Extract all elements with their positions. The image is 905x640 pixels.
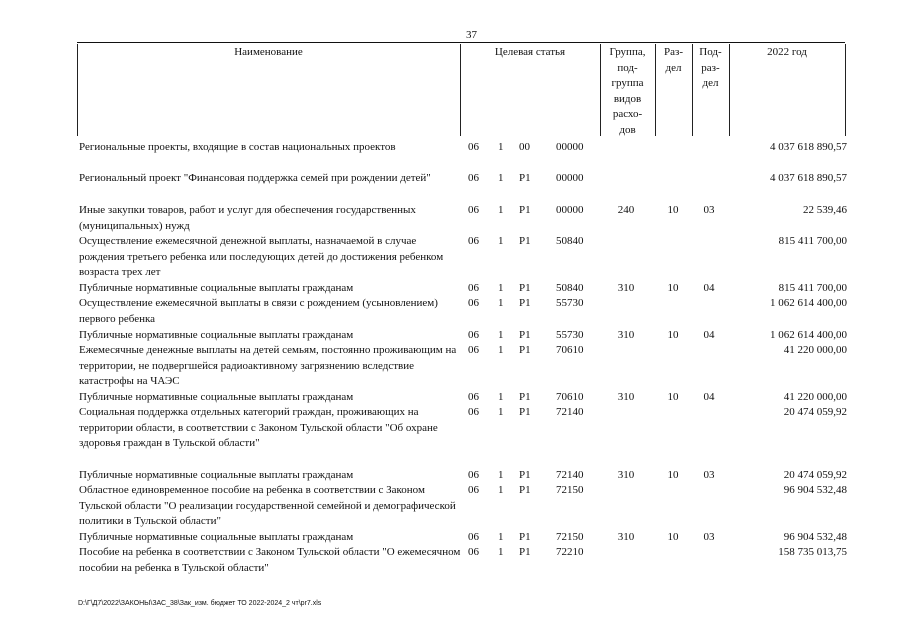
row-name: Областное единовременное пособие на ребенка в соответствии с Законом Тульской области "О реализации государственной семейной и демографической политики в Тульской области" bbox=[79, 484, 456, 527]
row-code-3: Р1 bbox=[519, 282, 531, 294]
row-code-3: Р1 bbox=[519, 391, 531, 403]
row-code-2: 1 bbox=[498, 297, 504, 309]
row-code-3: Р1 bbox=[519, 204, 531, 216]
row-code-2: 1 bbox=[498, 546, 504, 558]
row-section: 10 bbox=[667, 282, 679, 294]
header-group-line: группа bbox=[611, 77, 644, 89]
row-code-1: 06 bbox=[468, 329, 479, 341]
row-code-1: 06 bbox=[468, 282, 479, 294]
row-code-4: 00000 bbox=[556, 141, 584, 153]
row-group: 310 bbox=[617, 469, 635, 481]
row-code-1: 06 bbox=[468, 297, 479, 309]
row-code-2: 1 bbox=[498, 235, 504, 247]
row-section: 10 bbox=[667, 329, 679, 341]
row-name: Пособие на ребенка в соответствии с Законом Тульской области "О ежемесячном пособии на ребенка в Тульской области" bbox=[79, 546, 461, 574]
row-code-1: 06 bbox=[468, 235, 479, 247]
row-amount: 4 037 618 890,57 bbox=[770, 141, 847, 153]
row-name: Публичные нормативные социальные выплаты гражданам bbox=[79, 469, 354, 481]
row-amount: 815 411 700,00 bbox=[778, 282, 847, 294]
row-name: Иные закупки товаров, работ и услуг для обеспечения государственных (муниципальных) нужд bbox=[79, 204, 416, 232]
header-subsection-line: раз- bbox=[701, 61, 720, 74]
row-code-4: 70610 bbox=[556, 391, 584, 403]
header-target: Целевая статья bbox=[494, 46, 566, 58]
row-code-4: 50840 bbox=[556, 235, 584, 247]
row-section: 10 bbox=[667, 391, 679, 403]
row-code-2: 1 bbox=[498, 204, 504, 216]
row-code-1: 06 bbox=[468, 344, 479, 356]
row-amount: 41 220 000,00 bbox=[783, 391, 847, 403]
row-code-2: 1 bbox=[498, 484, 504, 496]
row-code-4: 55730 bbox=[556, 297, 584, 309]
row-name: Публичные нормативные социальные выплаты гражданам bbox=[79, 391, 354, 403]
row-subsection: 04 bbox=[703, 391, 715, 403]
row-code-1: 06 bbox=[468, 469, 479, 481]
row-code-2: 1 bbox=[498, 329, 504, 341]
row-code-1: 06 bbox=[468, 406, 479, 418]
row-group: 310 bbox=[617, 282, 635, 294]
header-top-border bbox=[77, 42, 845, 43]
row-code-2: 1 bbox=[498, 406, 504, 418]
row-code-4: 50840 bbox=[556, 282, 584, 294]
row-code-3: Р1 bbox=[519, 406, 531, 418]
row-group: 310 bbox=[617, 531, 635, 543]
row-code-1: 06 bbox=[468, 141, 479, 153]
row-subsection: 04 bbox=[703, 282, 715, 294]
header-subsection-line: дел bbox=[702, 77, 719, 89]
row-code-2: 1 bbox=[498, 172, 504, 184]
row-code-4: 00000 bbox=[556, 172, 584, 184]
header-group-line: видов bbox=[613, 92, 642, 105]
row-name: Региональные проекты, входящие в состав национальных проектов bbox=[79, 141, 396, 153]
row-code-3: Р1 bbox=[519, 344, 531, 356]
row-code-3: Р1 bbox=[519, 531, 531, 543]
row-code-4: 72140 bbox=[556, 469, 584, 481]
row-code-3: Р1 bbox=[519, 469, 531, 481]
row-amount: 1 062 614 400,00 bbox=[770, 297, 847, 309]
row-group: 310 bbox=[617, 329, 635, 341]
row-code-3: Р1 bbox=[519, 546, 531, 558]
row-code-2: 1 bbox=[498, 469, 504, 481]
row-group: 240 bbox=[617, 204, 635, 216]
row-code-2: 1 bbox=[498, 391, 504, 403]
row-name: Осуществление ежемесячной выплаты в связи с рождением (усыновлением) первого ребенка bbox=[79, 297, 438, 325]
header-group-line: дов bbox=[619, 123, 636, 136]
row-name: Публичные нормативные социальные выплаты гражданам bbox=[79, 531, 354, 543]
row-subsection: 04 bbox=[703, 329, 715, 341]
row-code-4: 00000 bbox=[556, 204, 584, 216]
row-code-4: 70610 bbox=[556, 344, 584, 356]
row-section: 10 bbox=[667, 204, 679, 216]
row-code-3: Р1 bbox=[519, 235, 531, 247]
row-amount: 20 474 059,92 bbox=[783, 406, 847, 418]
row-code-4: 72210 bbox=[556, 546, 584, 558]
row-code-3: Р1 bbox=[519, 297, 531, 309]
row-amount: 158 735 013,75 bbox=[778, 546, 847, 558]
row-group: 310 bbox=[617, 391, 635, 403]
header-group-line: под- bbox=[617, 61, 638, 74]
row-code-3: 00 bbox=[519, 141, 530, 153]
row-amount: 96 904 532,48 bbox=[783, 531, 847, 543]
row-amount: 1 062 614 400,00 bbox=[770, 329, 847, 341]
row-code-4: 72140 bbox=[556, 406, 584, 418]
header-group bbox=[600, 45, 655, 138]
row-code-4: 72150 bbox=[556, 484, 584, 496]
header-group-line: расхо- bbox=[612, 108, 643, 120]
row-code-1: 06 bbox=[468, 484, 479, 496]
header-section-line: Раз- bbox=[663, 46, 683, 58]
row-code-4: 55730 bbox=[556, 329, 584, 341]
row-amount: 41 220 000,00 bbox=[783, 344, 847, 356]
row-subsection: 03 bbox=[703, 531, 715, 543]
row-name: Региональный проект "Финансовая поддержка семей при рождении детей" bbox=[79, 172, 431, 184]
row-section: 10 bbox=[667, 469, 679, 481]
row-code-1: 06 bbox=[468, 531, 479, 543]
row-subsection: 03 bbox=[703, 469, 715, 481]
header-subsection bbox=[692, 45, 729, 92]
file-path-footer: D:\Г\Д7\2022\ЗАКОНЫ\ЗАС_38\Зак_изм. бюджет ТО 2022-2024_2 чт\pr7.xls bbox=[78, 600, 322, 607]
row-amount: 22 539,46 bbox=[803, 204, 847, 216]
row-amount: 4 037 618 890,57 bbox=[770, 172, 847, 184]
header-border bbox=[845, 44, 846, 136]
row-code-1: 06 bbox=[468, 204, 479, 216]
row-name: Социальная поддержка отдельных категорий граждан, проживающих на территории области, в соответствии с Законом Тульской области "Об охране здоровья граждан в Тульской области" bbox=[79, 406, 438, 449]
row-amount: 815 411 700,00 bbox=[778, 235, 847, 247]
header-name: Наименование bbox=[234, 46, 303, 58]
row-code-3: Р1 bbox=[519, 172, 531, 184]
row-code-2: 1 bbox=[498, 141, 504, 153]
row-code-1: 06 bbox=[468, 546, 479, 558]
page-number: 37 bbox=[466, 29, 477, 41]
row-code-3: Р1 bbox=[519, 329, 531, 341]
row-amount: 20 474 059,92 bbox=[783, 469, 847, 481]
row-subsection: 03 bbox=[703, 204, 715, 216]
row-name: Публичные нормативные социальные выплаты гражданам bbox=[79, 282, 354, 294]
row-name: Осуществление ежемесячной денежной выплаты, назначаемой в случае рождения третьего ребенка или последующих детей до достижения ребенком возраста трех лет bbox=[79, 235, 444, 278]
row-amount: 96 904 532,48 bbox=[783, 484, 847, 496]
header-subsection-line: Под- bbox=[699, 46, 722, 58]
header-section bbox=[655, 45, 692, 76]
row-code-4: 72150 bbox=[556, 531, 584, 543]
row-name: Ежемесячные денежные выплаты на детей семьям, постоянно проживающим на территории, не подвергшейся радиоактивному загрязнению вследствие катастрофы на ЧАЭС bbox=[79, 344, 457, 387]
header-section-line: дел bbox=[665, 61, 682, 74]
row-code-1: 06 bbox=[468, 172, 479, 184]
row-section: 10 bbox=[667, 531, 679, 543]
row-code-2: 1 bbox=[498, 344, 504, 356]
row-code-2: 1 bbox=[498, 282, 504, 294]
row-code-2: 1 bbox=[498, 531, 504, 543]
row-code-1: 06 bbox=[468, 391, 479, 403]
row-code-3: Р1 bbox=[519, 484, 531, 496]
row-name: Публичные нормативные социальные выплаты гражданам bbox=[79, 329, 354, 341]
header-group-line: Группа, bbox=[609, 46, 646, 58]
header-year: 2022 год bbox=[767, 46, 807, 58]
